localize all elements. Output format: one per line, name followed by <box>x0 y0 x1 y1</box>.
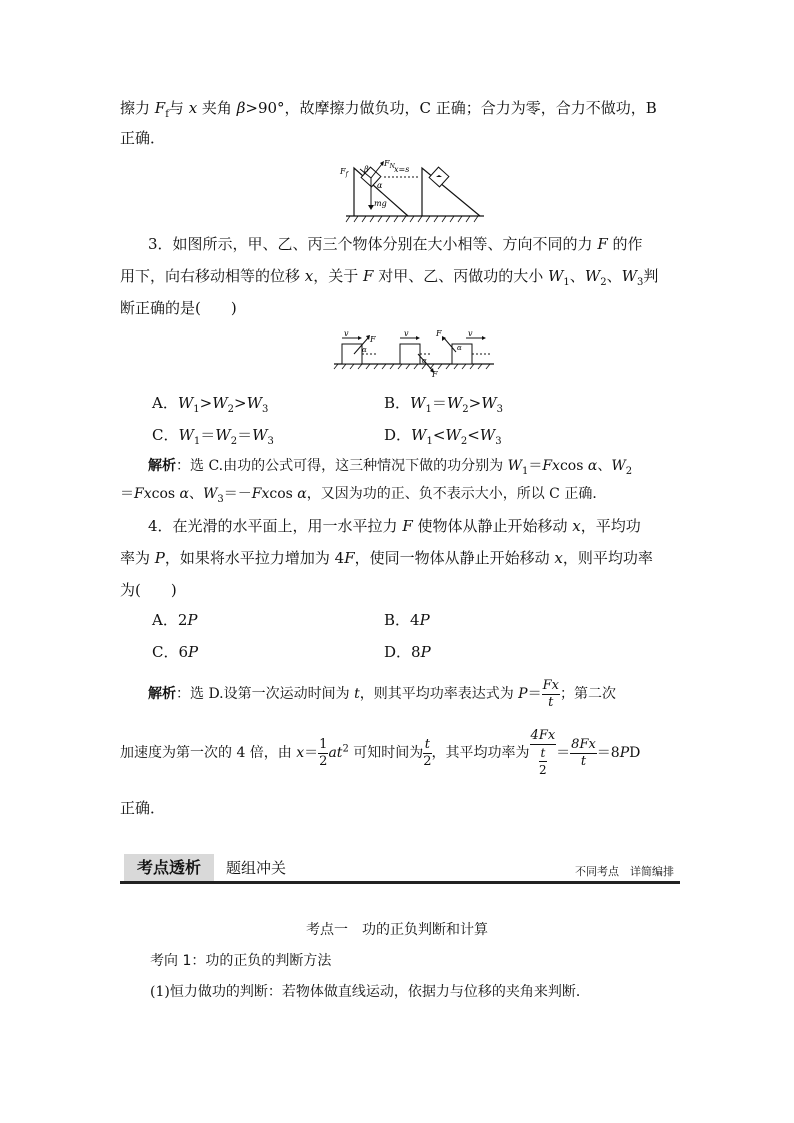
jiexi4-line3: 正确． <box>120 799 166 817</box>
v-label: v <box>404 329 409 338</box>
option-c[interactable]: C．$W_1=W_2=W_3$ <box>152 426 274 447</box>
fraction: $\frac{4Fx}{\frac{t}{2}}$ <box>530 728 556 777</box>
option-a[interactable]: A．$W_1>W_2>W_3$ <box>152 394 269 415</box>
q4-line3: 为( ) <box>120 581 177 599</box>
beta-label: β <box>364 165 369 174</box>
alpha-label: α <box>457 344 462 352</box>
q4-line2: 率为 P，如果将水平拉力增加为 4F，使同一物体从静止开始移动 x，则平均功率 <box>120 549 653 567</box>
fraction: $\frac{1}{2}$ <box>319 736 328 769</box>
option-d[interactable]: D．$W_1<W_2<W_3$ <box>384 426 502 447</box>
section-bar <box>120 848 680 884</box>
mg-label: mg <box>374 199 387 208</box>
q3-line2: 用下，向右移动相等的位移 x，关于 F 对甲、乙、丙做功的大小 $W_1$、$W_2$、$W_3$判 <box>120 267 659 288</box>
q4-line1: 4．在光滑的水平面上，用一水平拉力 F 使物体从静止开始移动 x，平均功 <box>148 517 641 535</box>
section-right-note: 不同考点 详简编排 <box>575 865 674 878</box>
jiexi4-line1: 解析：选 D.设第一次运动时间为 t，则其平均功率表达式为 P＝ $\frac{Fx}{t}$ ；第二次 <box>148 677 616 710</box>
alpha-label: α <box>362 346 367 354</box>
jiexi-line1: 解析：选 C.由功的公式可得，这三种情况下做的功分别为 $W_1=Fxcos$ α、$W_2$ <box>148 458 633 477</box>
body-text: (1)恒力做功的判断：若物体做直线运动，依据力与位移的夹角来判断． <box>150 984 590 1000</box>
alpha-label: α <box>377 181 383 190</box>
kaodian-title: 考点一 功的正负判断和计算 <box>306 922 488 938</box>
v-label: v <box>344 329 349 338</box>
FN-label: $F_N$ <box>384 159 395 170</box>
option-d[interactable]: D．8P <box>384 643 431 661</box>
Ff-label: $F_f$ <box>340 167 348 178</box>
q3-line1: 3．如图所示，甲、乙、丙三个物体分别在大小相等、方向不同的力 F 的作 <box>148 235 643 253</box>
text-line: 正确． <box>120 129 166 147</box>
option-a[interactable]: A．2P <box>152 611 198 629</box>
q3-line3: 断正确的是( ) <box>120 299 237 317</box>
alpha-label: α <box>422 357 427 365</box>
section-subtitle: 题组冲关 <box>226 859 287 877</box>
F-label: F <box>436 329 442 338</box>
three-blocks-figure <box>332 326 496 378</box>
v-label: v <box>468 329 473 338</box>
jiexi4-line2: 加速度为第一次的 4 倍，由 x＝ $\frac{1}{2}$ $at^2$ 可知时间为 $\frac{t}{2}$ ，其平均功率为 $\frac{4Fx}{\frac{t}{2}}$ ＝ $\frac{8Fx}{t}$ ＝8PD <box>120 728 641 777</box>
fraction: $\frac{t}{2}$ <box>423 736 432 769</box>
section-box: 考点透析 <box>124 854 214 882</box>
jiexi-line2: ＝Fxcos α、$W_3=-Fxcos$ α，又因为功的正、负不表示大小，所以 C 正确． <box>120 486 607 505</box>
F-label: F <box>370 335 376 344</box>
option-b[interactable]: B．$W_1=W_2>W_3$ <box>384 394 504 415</box>
option-b[interactable]: B．4P <box>384 611 430 629</box>
text-line: 擦力 $F_f$与 x 夹角 β>90°，故摩擦力做负功，C 正确；合力为零，合力不做功，B <box>120 99 657 120</box>
option-c[interactable]: C．6P <box>152 643 199 661</box>
fraction: $\frac{Fx}{t}$ <box>542 677 559 710</box>
section-underline <box>120 881 680 884</box>
xs-label: x=s <box>394 165 410 174</box>
kaoxiang-title: 考向 1：功的正负的判断方法 <box>150 953 332 969</box>
F-label: F <box>432 370 438 378</box>
fraction: $\frac{8Fx}{t}$ <box>571 736 596 769</box>
incline-figure <box>338 158 488 224</box>
